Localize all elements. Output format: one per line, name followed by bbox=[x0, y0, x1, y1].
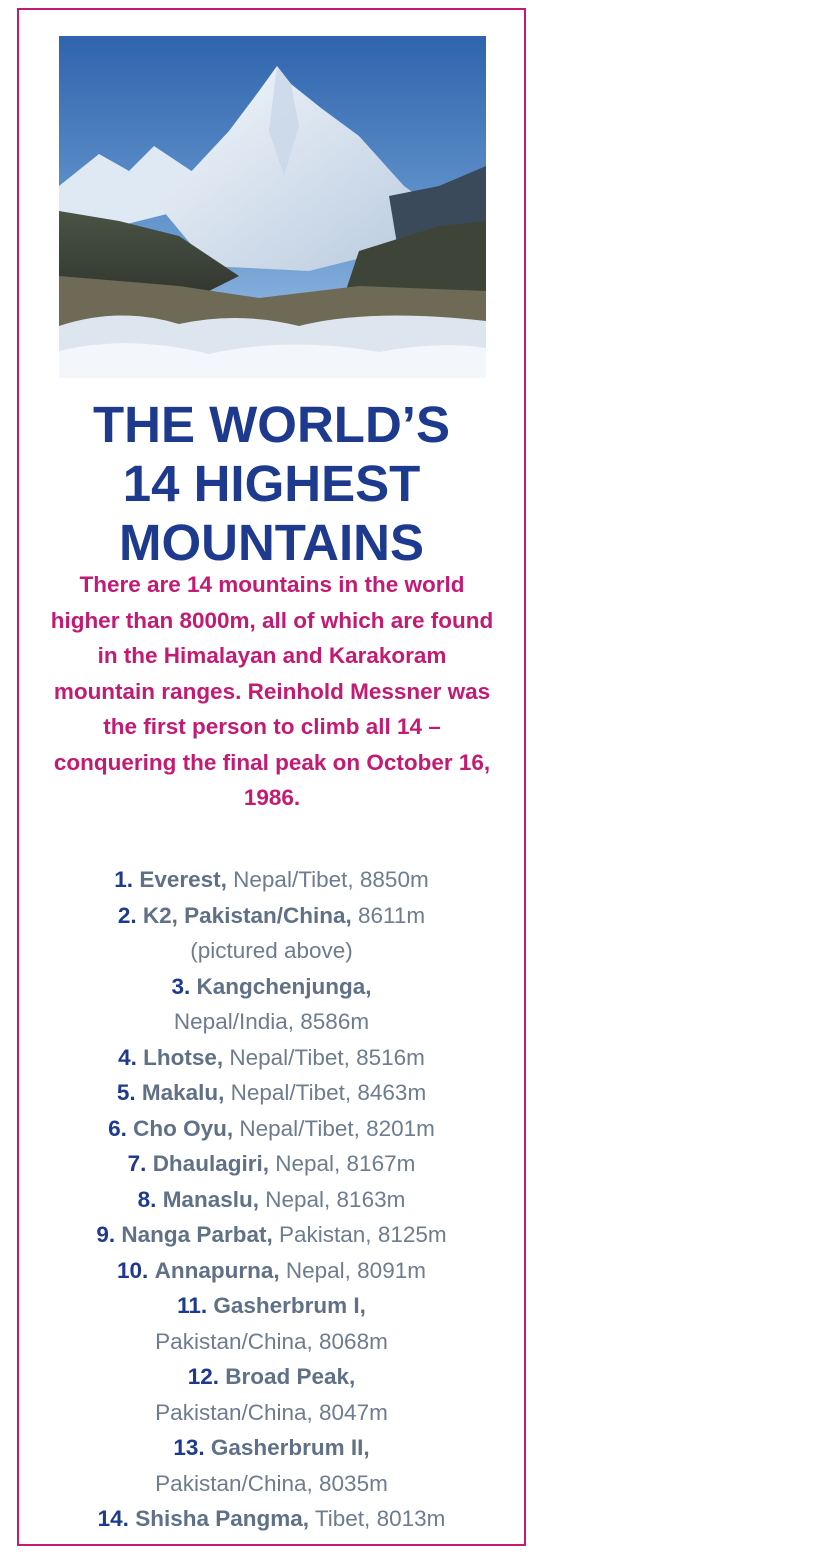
mountain-name: Makalu, bbox=[141, 1080, 225, 1105]
mountain-name: Annapurna, bbox=[154, 1257, 280, 1283]
list-item-note bbox=[19, 933, 524, 969]
list-item bbox=[19, 1253, 524, 1289]
rank-number: 8. bbox=[137, 1186, 157, 1212]
mountain-name: Lhotse, bbox=[143, 1044, 224, 1070]
list-item bbox=[19, 1430, 524, 1466]
rank-number: 10. bbox=[117, 1257, 149, 1283]
mountain-name: Nanga Parbat, bbox=[121, 1222, 273, 1247]
list-item-continuation bbox=[19, 1395, 524, 1431]
list-item bbox=[19, 1182, 524, 1218]
list-item bbox=[19, 1288, 524, 1324]
mountain-location: Nepal/Tibet, bbox=[230, 1080, 352, 1105]
list-item-continuation bbox=[19, 1466, 524, 1502]
rank-number: 9. bbox=[96, 1222, 116, 1247]
intro-paragraph: There are 14 mountains in the world higher than 8000m, all of which are found in the Himalayan and Karakoram mountain ranges. Reinhold Messner was the first person to climb all 14 – conquering the final peak on October 16, 1986. bbox=[50, 572, 494, 810]
rank-number: 14. bbox=[97, 1506, 129, 1531]
mountain-location: Tibet, bbox=[314, 1506, 371, 1531]
mountain-location: Nepal/Tibet, bbox=[229, 1044, 350, 1070]
mountain-location: Nepal/India, bbox=[173, 1009, 295, 1034]
mountain-name: Everest, bbox=[139, 867, 227, 892]
mountain-name: Broad Peak, bbox=[225, 1364, 356, 1389]
mountain-height: 8068m bbox=[319, 1328, 388, 1354]
k2-mountain-photo bbox=[59, 36, 486, 378]
mountain-note: (pictured above) bbox=[190, 938, 353, 963]
mountain-height: 8516m bbox=[356, 1044, 425, 1070]
list-item bbox=[19, 1501, 524, 1537]
rank-number: 5. bbox=[116, 1080, 136, 1105]
list-item bbox=[19, 1217, 524, 1253]
title-line: 14 HIGHEST bbox=[122, 455, 421, 512]
list-item bbox=[19, 1359, 524, 1395]
mountain-name: Manaslu, bbox=[162, 1186, 259, 1212]
rank-number: 4. bbox=[118, 1044, 137, 1070]
list-item-continuation bbox=[19, 1004, 524, 1040]
mountain-name: Cho Oyu, bbox=[133, 1115, 234, 1141]
mountain-location: Nepal, bbox=[275, 1151, 341, 1176]
rank-number: 12. bbox=[187, 1364, 219, 1389]
list-item bbox=[19, 1146, 524, 1182]
mountain-illustration bbox=[59, 36, 486, 378]
rank-number: 6. bbox=[108, 1115, 127, 1141]
rank-number: 3. bbox=[171, 973, 191, 999]
mountain-height: 8586m bbox=[300, 1009, 370, 1034]
rank-number: 11. bbox=[177, 1293, 208, 1318]
mountain-location: Pakistan/China, bbox=[155, 1470, 313, 1496]
rank-number: 1. bbox=[114, 867, 134, 892]
mountain-name: Dhaulagiri, bbox=[152, 1151, 269, 1176]
mountain-height: 8163m bbox=[336, 1186, 406, 1212]
mountain-height: 8850m bbox=[359, 867, 429, 892]
mountain-height: 8125m bbox=[377, 1222, 447, 1247]
title-line: MOUNTAINS bbox=[118, 514, 425, 571]
mountain-height: 8611m bbox=[357, 902, 426, 928]
list-item bbox=[19, 1040, 524, 1076]
mountain-height: 8091m bbox=[357, 1257, 426, 1283]
article-box bbox=[17, 8, 526, 1546]
mountain-location: Pakistan/China, bbox=[155, 1328, 313, 1354]
mountain-location: Nepal/Tibet, bbox=[239, 1115, 360, 1141]
mountain-name: Gasherbrum II, bbox=[210, 1435, 370, 1460]
list-item bbox=[19, 1111, 524, 1147]
mountain-height: 8013m bbox=[376, 1506, 446, 1531]
mountain-height: 8167m bbox=[346, 1151, 416, 1176]
mountain-height: 8047m bbox=[319, 1399, 388, 1425]
mountain-name: K2, Pakistan/China, bbox=[142, 902, 352, 928]
mountain-location: Pakistan/China, bbox=[155, 1399, 313, 1425]
list-item bbox=[19, 898, 524, 934]
list-item bbox=[19, 1075, 524, 1111]
mountain-location: Nepal, bbox=[285, 1257, 351, 1283]
mountain-location: Pakistan, bbox=[278, 1222, 372, 1247]
mountain-height: 8463m bbox=[357, 1080, 427, 1105]
mountain-name: Gasherbrum I, bbox=[213, 1293, 366, 1318]
mountain-location: Nepal, bbox=[265, 1186, 331, 1212]
mountain-height: 8035m bbox=[319, 1470, 388, 1496]
mountain-location: Nepal/Tibet, bbox=[233, 867, 354, 892]
title-line: THE WORLD’S bbox=[93, 396, 450, 453]
rank-number: 13. bbox=[173, 1435, 205, 1460]
page-title bbox=[19, 395, 524, 572]
mountain-list bbox=[19, 862, 524, 1537]
mountain-height: 8201m bbox=[366, 1115, 435, 1141]
rank-number: 2. bbox=[117, 902, 137, 928]
mountain-name: Shisha Pangma, bbox=[135, 1506, 309, 1531]
rank-number: 7. bbox=[127, 1151, 147, 1176]
list-item-continuation bbox=[19, 1324, 524, 1360]
list-item bbox=[19, 969, 524, 1005]
list-item bbox=[19, 862, 524, 898]
mountain-name: Kangchenjunga, bbox=[196, 973, 372, 999]
